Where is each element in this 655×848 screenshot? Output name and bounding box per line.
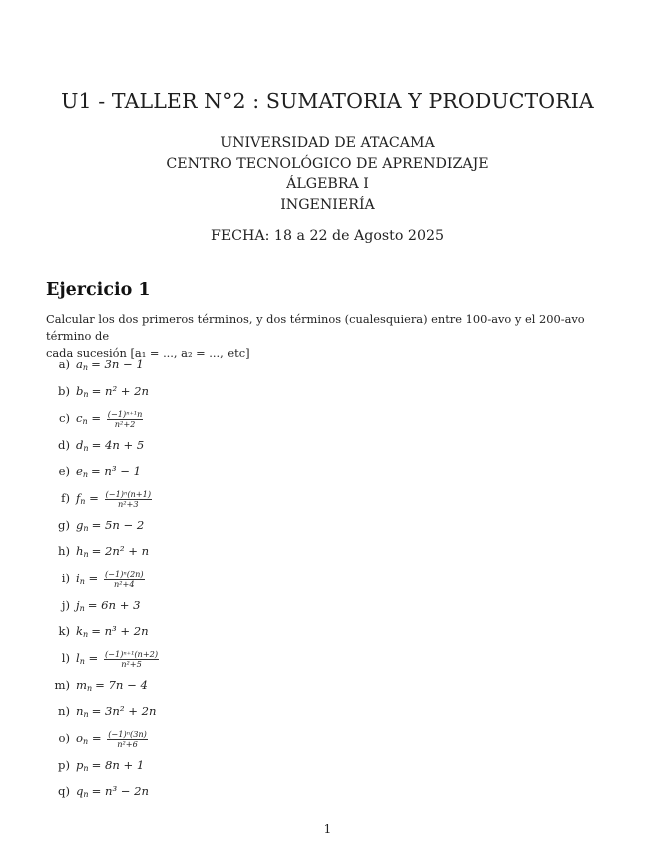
formula-subscript: n — [80, 497, 86, 506]
fraction — [104, 570, 145, 589]
formula-expression: = 2n² + n — [91, 544, 150, 558]
formula-subscript: n — [87, 684, 93, 693]
formula-subscript: n — [83, 550, 89, 559]
formula-subscript: n — [83, 524, 89, 533]
item-formula — [76, 728, 148, 749]
sequence-item — [46, 781, 446, 801]
item-label: g) — [58, 518, 70, 532]
course-name: ÁLGEBRA I — [286, 176, 369, 192]
item-label: d) — [58, 438, 70, 452]
sequence-item — [46, 621, 446, 641]
item-formula — [76, 568, 145, 589]
formula-expression: = 5n − 2 — [91, 518, 145, 532]
formula-expression: = 3n − 1 — [91, 357, 144, 371]
center-name: CENTRO TECNOLÓGICO DE APRENDIZAJE — [166, 155, 489, 172]
formula-symbol: p — [76, 758, 84, 772]
date-line: FECHA: 18 a 22 de Agosto 2025 — [210, 228, 445, 244]
item-label: q) — [58, 784, 70, 798]
formula-symbol: g — [76, 518, 84, 532]
formula-symbol: b — [76, 384, 84, 398]
sequence-item — [46, 595, 446, 615]
equals-sign: = — [84, 571, 102, 585]
sequence-item — [46, 755, 446, 775]
intro-line-2: cada sucesión [a₁ = ..., a₂ = ..., etc] — [46, 346, 250, 360]
formula-subscript: n — [83, 630, 89, 639]
fraction-denominator: n²+6 — [117, 738, 138, 749]
university-name: UNIVERSIDAD DE ATACAMA — [220, 135, 435, 151]
item-label: n) — [58, 704, 70, 718]
formula-symbol: d — [76, 438, 84, 452]
item-formula — [76, 461, 141, 481]
sequence-item — [46, 408, 446, 428]
item-formula — [76, 701, 156, 721]
formula-expression: = n³ − 1 — [91, 464, 142, 478]
formula-subscript: n — [83, 390, 89, 399]
fraction-denominator: n²+4 — [113, 578, 135, 589]
document-subtitle-block — [0, 133, 655, 247]
fraction — [104, 650, 159, 669]
formula-symbol: o — [76, 731, 83, 745]
item-formula — [76, 541, 149, 561]
item-formula — [76, 408, 143, 429]
fraction-denominator: n²+2 — [114, 418, 136, 429]
program-name: INGENIERÍA — [280, 196, 375, 213]
sequence-item — [46, 541, 446, 561]
item-label: a) — [58, 357, 70, 371]
sequence-item — [46, 701, 446, 721]
formula-subscript: n — [79, 577, 85, 586]
formula-expression: = n³ + 2n — [91, 624, 149, 638]
sequence-item — [46, 515, 446, 535]
sequence-item — [46, 381, 446, 401]
sequence-item — [46, 354, 446, 374]
formula-subscript: n — [82, 737, 89, 746]
sequence-item — [46, 461, 446, 481]
formula-symbol: h — [76, 544, 84, 558]
item-formula — [76, 621, 149, 641]
formula-subscript: n — [83, 790, 89, 799]
formula-expression: = 7n − 4 — [95, 678, 148, 692]
formula-symbol: m — [76, 678, 87, 692]
item-formula — [76, 515, 144, 535]
equals-sign: = — [88, 731, 106, 745]
item-formula — [76, 435, 144, 455]
sequence-item — [46, 648, 446, 668]
exercise-heading: Ejercicio 1 — [46, 280, 151, 300]
formula-subscript: n — [79, 657, 85, 666]
item-label: i) — [61, 571, 70, 585]
fraction-denominator: n²+3 — [117, 498, 139, 509]
fraction-numerator: (−1)ⁿ⁺¹(n+2) — [104, 648, 159, 659]
fraction — [105, 490, 153, 509]
item-formula — [76, 381, 149, 401]
item-label: b) — [58, 384, 70, 398]
formula-subscript: n — [82, 417, 88, 426]
document-title: U1 - TALLER N°2 : SUMATORIA Y PRODUCTORIA — [61, 89, 594, 113]
formula-symbol: f — [76, 491, 81, 505]
formula-expression: = 3n² + 2n — [91, 704, 157, 718]
fraction — [107, 410, 144, 429]
formula-expression: = n² + 2n — [91, 384, 150, 398]
sequence-item — [46, 728, 446, 748]
sequence-item — [46, 488, 446, 508]
item-label: m) — [54, 678, 70, 692]
formula-subscript: n — [83, 710, 89, 719]
item-label: f) — [61, 491, 70, 505]
formula-expression: = 4n + 5 — [91, 438, 145, 452]
item-formula — [76, 781, 149, 801]
formula-expression: = n³ − 2n — [91, 784, 150, 798]
equals-sign: = — [85, 491, 103, 505]
fraction-numerator: (−1)ⁿ(3n) — [108, 728, 147, 739]
item-formula — [76, 488, 152, 509]
formula-expression: = 8n + 1 — [91, 758, 145, 772]
formula-symbol: j — [76, 598, 80, 612]
formula-expression: = 6n + 3 — [87, 598, 141, 612]
item-formula — [76, 755, 144, 775]
formula-subscript: n — [79, 604, 85, 613]
item-formula — [76, 675, 148, 695]
formula-subscript: n — [82, 470, 89, 479]
equals-sign: = — [84, 651, 102, 665]
intro-line-1: Calcular los dos primeros términos, y dos términos (cualesquiera) entre 100-avo y el 200-avo término de — [46, 312, 585, 343]
formula-symbol: c — [76, 411, 83, 425]
item-label: h) — [58, 544, 70, 558]
item-label: l) — [61, 651, 70, 665]
sequence-item — [46, 435, 446, 455]
sequence-item — [46, 568, 446, 588]
formula-symbol: i — [76, 571, 80, 585]
formula-subscript: n — [83, 764, 89, 773]
fraction — [107, 730, 148, 749]
item-label: p) — [58, 758, 70, 772]
item-formula — [76, 354, 144, 374]
item-formula — [76, 648, 159, 669]
fraction-numerator: (−1)ⁿ(n+1) — [105, 488, 152, 499]
fraction-numerator: (−1)ⁿ⁺¹n — [107, 408, 143, 419]
sequence-item — [46, 675, 446, 695]
formula-symbol: n — [76, 704, 84, 718]
formula-subscript: n — [82, 363, 89, 372]
formula-symbol: l — [76, 651, 80, 665]
item-label: o) — [58, 731, 70, 745]
item-formula — [76, 595, 140, 615]
fraction-numerator: (−1)ⁿ(2n) — [104, 568, 144, 579]
equals-sign: = — [87, 411, 105, 425]
formula-symbol: e — [76, 464, 83, 478]
formula-subscript: n — [83, 444, 89, 453]
formula-symbol: k — [76, 624, 84, 638]
formula-symbol: a — [76, 357, 83, 371]
item-label: k) — [58, 624, 70, 638]
fraction-denominator: n²+5 — [121, 658, 142, 669]
formula-symbol: q — [76, 784, 84, 798]
item-label: e) — [58, 464, 70, 478]
page-number: 1 — [323, 822, 332, 836]
item-label: j) — [61, 598, 70, 612]
item-label: c) — [58, 411, 70, 425]
